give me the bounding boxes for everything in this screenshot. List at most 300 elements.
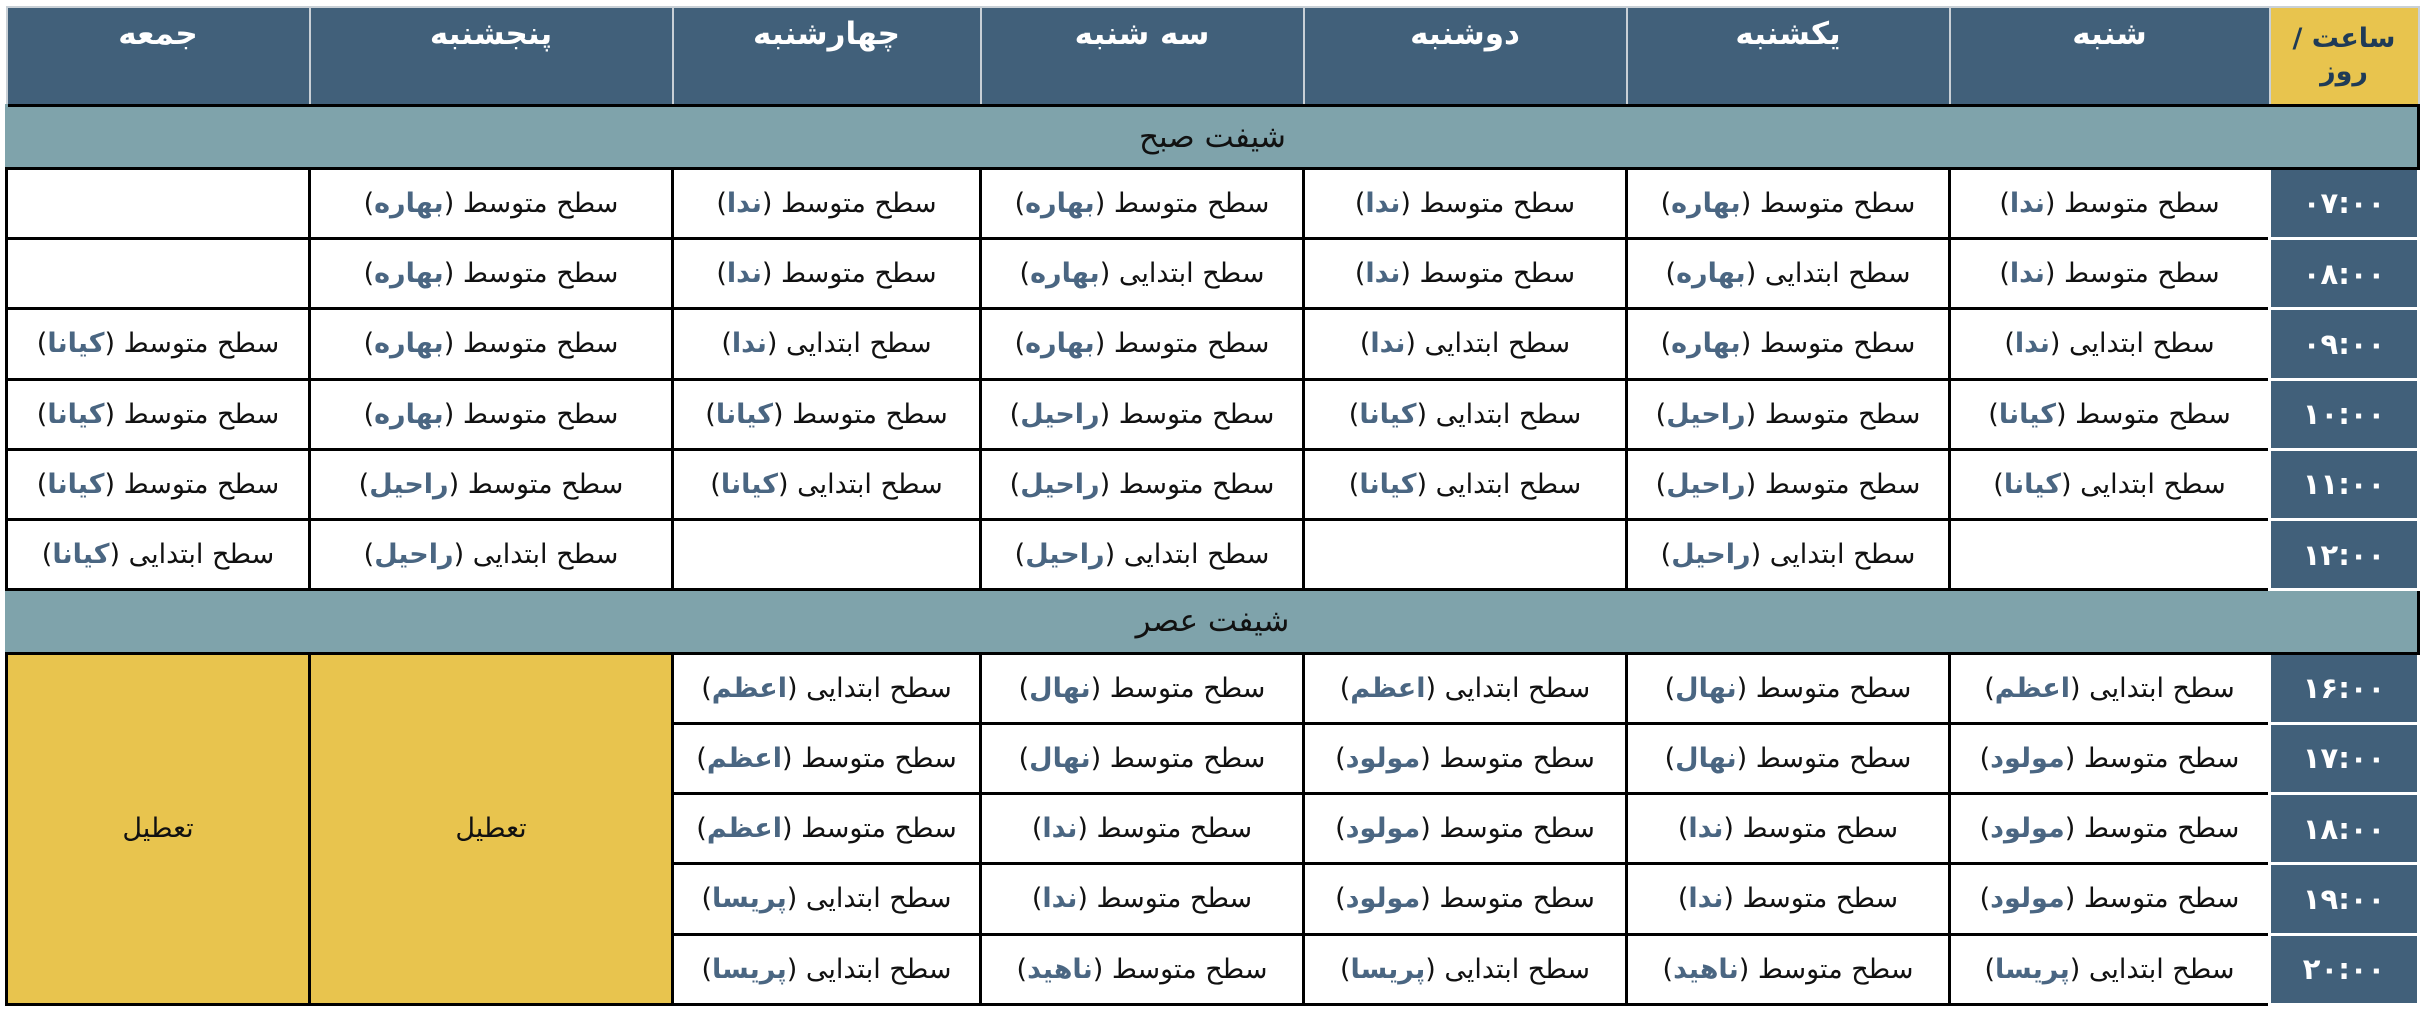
class-level: سطح متوسط xyxy=(462,328,619,360)
paren: ( xyxy=(1740,328,1760,360)
paren: ) xyxy=(363,539,375,571)
day-header-thursday: پنجشنبه xyxy=(310,7,673,105)
time-slot-label: ۱۶:۰۰ xyxy=(2270,653,2419,723)
teacher-name: کیانا xyxy=(47,468,105,500)
class-slot xyxy=(673,449,981,519)
time-slot-label: ۱۸:۰۰ xyxy=(2270,794,2419,864)
class-slot xyxy=(981,723,1304,793)
paren: ) xyxy=(1664,742,1676,774)
paren: ) xyxy=(1018,742,1030,774)
paren: ( xyxy=(782,742,802,774)
day-header-tuesday: سه شنبه xyxy=(981,7,1304,105)
teacher-name: ندا xyxy=(1042,883,1078,915)
teacher-name: ندا xyxy=(1688,883,1724,915)
paren: ( xyxy=(1416,398,1436,430)
teacher-name: کیانا xyxy=(1998,398,2056,430)
paren: ( xyxy=(786,953,806,985)
paren: ) xyxy=(1016,953,1028,985)
class-slot xyxy=(7,309,310,379)
class-level: سطح متوسط xyxy=(1109,742,1266,774)
teacher-name: راحیل xyxy=(1025,539,1105,571)
class-level: سطح ابتدایی xyxy=(1424,328,1571,360)
teacher-name: ندا xyxy=(2014,328,2050,360)
paren: ( xyxy=(2069,672,2090,704)
paren: ( xyxy=(1090,742,1110,774)
class-slot xyxy=(1950,168,2270,238)
class-level: سطح متوسط xyxy=(2083,742,2240,774)
paren: ( xyxy=(104,468,124,500)
paren: ( xyxy=(1745,468,1765,500)
paren: ) xyxy=(696,813,707,845)
paren: ( xyxy=(1425,953,1445,985)
teacher-name: راحیل xyxy=(374,539,454,571)
class-level: سطح متوسط xyxy=(1111,953,1268,985)
class-slot xyxy=(7,379,310,449)
class-level: سطح ابتدایی xyxy=(2069,328,2215,360)
teacher-name: کیانا xyxy=(52,539,110,571)
class-slot xyxy=(673,864,981,934)
corner-header: ساعت / روز xyxy=(2270,7,2419,105)
paren: ) xyxy=(1660,187,1672,219)
class-level: سطح متوسط xyxy=(1755,742,1912,774)
shift-title: شیفت عصر xyxy=(7,590,2419,653)
time-slot-label: ۰۸:۰۰ xyxy=(2270,239,2419,309)
class-level: سطح متوسط xyxy=(781,187,937,219)
table-row xyxy=(7,653,2419,723)
paren: ) xyxy=(1979,742,1991,774)
teacher-name: پریسا xyxy=(712,953,787,985)
teacher-name: بهاره xyxy=(374,328,444,360)
teacher-name: کیانا xyxy=(2003,468,2061,500)
class-level: سطح متوسط xyxy=(1764,468,1921,500)
day-header-monday: دوشنبه xyxy=(1304,7,1627,105)
teacher-name: بهاره xyxy=(1030,258,1100,290)
class-level: سطح متوسط xyxy=(1113,328,1270,360)
time-slot-label: ۰۹:۰۰ xyxy=(2270,309,2419,379)
class-slot xyxy=(673,379,981,449)
paren: ) xyxy=(1018,672,1030,704)
paren: ) xyxy=(1019,258,1031,290)
time-slot-label: ۱۷:۰۰ xyxy=(2270,723,2419,793)
teacher-name: اعظم xyxy=(711,672,787,704)
paren: ) xyxy=(1354,258,1366,290)
teacher-name: بهاره xyxy=(1671,187,1741,219)
teacher-name: کیانا xyxy=(47,328,105,360)
time-slot-label: ۱۹:۰۰ xyxy=(2270,864,2419,934)
paren: ( xyxy=(1738,953,1758,985)
class-slot xyxy=(981,449,1304,519)
paren: ( xyxy=(1077,883,1097,915)
paren: ( xyxy=(104,398,124,430)
day-header-friday: جمعه xyxy=(7,7,310,105)
holiday-cell-thursday: تعطیل xyxy=(310,653,673,1004)
teacher-name: کیانا xyxy=(720,468,778,500)
class-slot xyxy=(310,168,673,238)
paren: ( xyxy=(1420,813,1440,845)
paren: ) xyxy=(363,398,375,430)
class-level: سطح متوسط xyxy=(1759,328,1916,360)
class-level: سطح متوسط xyxy=(2075,398,2231,430)
teacher-name: بهاره xyxy=(374,187,444,219)
paren: ) xyxy=(716,258,727,290)
class-slot xyxy=(1304,794,1627,864)
paren: ( xyxy=(109,539,129,571)
teacher-name: کیانا xyxy=(1359,398,1417,430)
schedule-body xyxy=(7,105,2419,1005)
class-slot xyxy=(1627,723,1950,793)
class-level: سطح ابتدایی xyxy=(805,883,952,915)
class-schedule-table xyxy=(5,6,2420,1006)
paren: ) xyxy=(1354,187,1366,219)
teacher-name: اعظم xyxy=(706,813,782,845)
paren: ) xyxy=(1340,953,1351,985)
class-slot xyxy=(1627,239,1950,309)
time-slot-label: ۰۷:۰۰ xyxy=(2270,168,2419,238)
class-slot xyxy=(673,794,981,864)
paren: ( xyxy=(1420,742,1440,774)
paren: ( xyxy=(1400,258,1420,290)
class-level: سطح ابتدایی xyxy=(805,953,952,985)
class-slot xyxy=(981,168,1304,238)
class-level: سطح متوسط xyxy=(1109,672,1266,704)
table-row xyxy=(7,379,2419,449)
class-slot xyxy=(673,653,981,723)
paren: ( xyxy=(1099,258,1119,290)
class-slot xyxy=(1304,239,1627,309)
class-slot xyxy=(1950,723,2270,793)
table-row xyxy=(7,449,2419,519)
paren: ( xyxy=(453,539,473,571)
class-level: سطح متوسط xyxy=(801,742,957,774)
paren: ( xyxy=(761,187,782,219)
class-level: سطح متوسط xyxy=(1757,953,1914,985)
class-slot xyxy=(1304,653,1627,723)
paren: ) xyxy=(363,258,375,290)
class-level: سطح متوسط xyxy=(1118,398,1275,430)
teacher-name: مولود xyxy=(1990,883,2065,915)
class-slot xyxy=(1627,168,1950,238)
class-level: سطح ابتدایی xyxy=(128,539,275,571)
class-level: سطح متوسط xyxy=(1096,883,1253,915)
paren: ) xyxy=(1664,672,1676,704)
paren: ) xyxy=(1348,468,1360,500)
time-slot-label: ۱۰:۰۰ xyxy=(2270,379,2419,449)
paren: ) xyxy=(1009,468,1021,500)
class-slot xyxy=(981,309,1304,379)
paren: ) xyxy=(1014,539,1026,571)
class-slot xyxy=(1627,864,1950,934)
class-level: سطح ابتدایی xyxy=(1118,258,1265,290)
paren: ) xyxy=(41,539,53,571)
class-level: سطح ابتدایی xyxy=(2080,468,2226,500)
paren: ) xyxy=(1335,742,1346,774)
paren: ( xyxy=(1092,953,1112,985)
class-slot xyxy=(981,794,1304,864)
class-level: سطح متوسط xyxy=(467,468,624,500)
table-row xyxy=(7,309,2419,379)
paren: ) xyxy=(1339,672,1351,704)
class-level: سطح ابتدایی xyxy=(797,468,943,500)
paren: ) xyxy=(36,468,48,500)
class-level: سطح متوسط xyxy=(1742,813,1899,845)
paren: ( xyxy=(443,398,463,430)
paren: ( xyxy=(1405,328,1425,360)
paren: ) xyxy=(1660,539,1672,571)
paren: ) xyxy=(1348,398,1360,430)
paren: ( xyxy=(1745,398,1765,430)
day-header-wednesday: چهارشنبه xyxy=(673,7,981,105)
class-level: سطح متوسط xyxy=(123,328,280,360)
paren: ( xyxy=(1736,742,1756,774)
class-slot xyxy=(981,239,1304,309)
teacher-name: راحیل xyxy=(1666,468,1746,500)
paren: ( xyxy=(2069,953,2089,985)
class-slot xyxy=(981,864,1304,934)
class-slot xyxy=(981,934,1304,1004)
class-level: سطح ابتدایی xyxy=(1444,953,1590,985)
class-slot xyxy=(673,168,981,238)
teacher-name: ندا xyxy=(1365,258,1401,290)
paren: ) xyxy=(701,953,713,985)
class-level: سطح ابتدایی xyxy=(1123,539,1270,571)
class-level: سطح متوسط xyxy=(2064,258,2220,290)
class-slot xyxy=(1304,379,1627,449)
paren: ) xyxy=(1999,187,2010,219)
paren: ) xyxy=(1009,398,1021,430)
teacher-name: ندا xyxy=(2009,187,2045,219)
paren: ( xyxy=(2064,883,2084,915)
class-slot xyxy=(1304,723,1627,793)
class-level: سطح ابتدایی xyxy=(1435,398,1582,430)
paren: ) xyxy=(1655,468,1667,500)
class-level: سطح ابتدایی xyxy=(1444,672,1591,704)
teacher-name: ندا xyxy=(731,328,767,360)
class-slot xyxy=(310,520,673,590)
paren: ( xyxy=(1420,883,1440,915)
class-level: سطح ابتدایی xyxy=(786,328,932,360)
paren: ) xyxy=(1031,883,1043,915)
paren: ) xyxy=(1655,398,1667,430)
class-level: سطح ابتدایی xyxy=(1769,539,1916,571)
paren: ( xyxy=(1750,539,1770,571)
paren: ( xyxy=(443,328,463,360)
teacher-name: کیانا xyxy=(47,398,105,430)
teacher-name: اعظم xyxy=(1994,672,2070,704)
class-slot xyxy=(310,239,673,309)
class-slot xyxy=(1950,379,2270,449)
teacher-name: پریسا xyxy=(1350,953,1426,985)
class-level: سطح متوسط xyxy=(2083,813,2240,845)
teacher-name: ندا xyxy=(1688,813,1724,845)
paren: ) xyxy=(696,742,707,774)
paren: ) xyxy=(1335,883,1346,915)
class-slot xyxy=(673,520,981,590)
teacher-name: ندا xyxy=(1042,813,1078,845)
paren: ( xyxy=(1400,187,1420,219)
paren: ( xyxy=(786,672,807,704)
class-level: سطح متوسط xyxy=(792,398,948,430)
teacher-name: بهاره xyxy=(1676,258,1746,290)
paren: ( xyxy=(782,813,802,845)
teacher-name: راحیل xyxy=(1020,398,1100,430)
paren: ( xyxy=(1736,672,1756,704)
paren: ) xyxy=(1979,883,1991,915)
class-level: سطح متوسط xyxy=(1755,672,1912,704)
class-level: سطح متوسط xyxy=(1759,187,1916,219)
paren: ( xyxy=(1094,328,1114,360)
teacher-name: مولود xyxy=(1345,813,1421,845)
class-level: سطح متوسط xyxy=(1439,813,1595,845)
class-level: سطح متوسط xyxy=(1096,813,1253,845)
class-slot xyxy=(673,239,981,309)
teacher-name: مولود xyxy=(1990,813,2065,845)
teacher-name: بهاره xyxy=(1671,328,1741,360)
class-slot xyxy=(673,309,981,379)
paren: ( xyxy=(1099,468,1119,500)
class-slot xyxy=(1950,239,2270,309)
class-slot xyxy=(310,449,673,519)
paren: ( xyxy=(443,258,463,290)
teacher-name: بهاره xyxy=(374,398,444,430)
table-row xyxy=(7,168,2419,238)
shift-title: شیفت صبح xyxy=(7,105,2419,168)
teacher-name: پریسا xyxy=(712,883,787,915)
paren: ) xyxy=(721,328,732,360)
paren: ( xyxy=(2064,813,2084,845)
paren: ( xyxy=(443,187,463,219)
paren: ( xyxy=(1094,187,1114,219)
class-slot xyxy=(1950,449,2270,519)
class-slot xyxy=(7,449,310,519)
class-level: سطح متوسط xyxy=(1439,883,1595,915)
morning-shift-row xyxy=(7,105,2419,168)
paren: ) xyxy=(705,398,716,430)
teacher-name: بهاره xyxy=(1025,328,1095,360)
paren: ) xyxy=(363,328,375,360)
teacher-name: ناهید xyxy=(1027,953,1093,985)
teacher-name: اعظم xyxy=(706,742,782,774)
class-level: سطح ابتدایی xyxy=(806,672,952,704)
class-slot xyxy=(981,379,1304,449)
paren: ( xyxy=(1104,539,1124,571)
class-level: سطح ابتدایی xyxy=(2088,953,2235,985)
paren: ) xyxy=(710,468,721,500)
teacher-name: ندا xyxy=(726,258,762,290)
class-slot xyxy=(1304,934,1627,1004)
paren: ( xyxy=(786,883,806,915)
teacher-name: کیانا xyxy=(1359,468,1417,500)
paren: ) xyxy=(701,883,713,915)
paren: ( xyxy=(1745,258,1765,290)
class-level: سطح متوسط xyxy=(2083,883,2240,915)
paren: ) xyxy=(358,468,370,500)
class-level: سطح متوسط xyxy=(123,468,280,500)
teacher-name: نهال xyxy=(1029,742,1091,774)
class-slot xyxy=(1950,309,2270,379)
paren: ) xyxy=(1984,672,1995,704)
paren: ) xyxy=(1031,813,1043,845)
teacher-name: راحیل xyxy=(1020,468,1100,500)
header-row xyxy=(7,7,2419,105)
class-slot xyxy=(1950,653,2270,723)
class-slot xyxy=(310,379,673,449)
table-row xyxy=(7,520,2419,590)
teacher-name: اعظم xyxy=(1350,672,1426,704)
class-slot xyxy=(1627,934,1950,1004)
paren: ( xyxy=(777,468,798,500)
teacher-name: راحیل xyxy=(369,468,449,500)
paren: ) xyxy=(1662,953,1674,985)
paren: ) xyxy=(1988,398,1999,430)
paren: ( xyxy=(1099,398,1119,430)
paren: ) xyxy=(2004,328,2015,360)
paren: ( xyxy=(766,328,787,360)
class-level: سطح متوسط xyxy=(1113,187,1270,219)
paren: ( xyxy=(1077,813,1097,845)
paren: ( xyxy=(104,328,124,360)
teacher-name: مولود xyxy=(1345,742,1421,774)
paren: ) xyxy=(701,672,712,704)
time-slot-label: ۱۲:۰۰ xyxy=(2270,520,2419,590)
class-slot xyxy=(1304,449,1627,519)
class-slot xyxy=(1627,309,1950,379)
class-slot xyxy=(1304,168,1627,238)
paren: ( xyxy=(2044,187,2065,219)
paren: ) xyxy=(1979,813,1991,845)
paren: ) xyxy=(1014,187,1026,219)
class-level: سطح ابتدایی xyxy=(1435,468,1582,500)
class-level: سطح متوسط xyxy=(123,398,280,430)
class-slot xyxy=(981,653,1304,723)
teacher-name: ندا xyxy=(1370,328,1406,360)
class-slot xyxy=(1304,520,1627,590)
paren: ( xyxy=(1416,468,1436,500)
class-level: سطح متوسط xyxy=(801,813,957,845)
class-level: سطح ابتدایی xyxy=(472,539,619,571)
class-slot xyxy=(1304,309,1627,379)
teacher-name: بهاره xyxy=(1025,187,1095,219)
paren: ) xyxy=(1660,328,1672,360)
paren: ) xyxy=(1993,468,2004,500)
class-level: سطح متوسط xyxy=(1118,468,1275,500)
paren: ) xyxy=(1665,258,1677,290)
teacher-name: مولود xyxy=(1345,883,1421,915)
class-level: سطح متوسط xyxy=(462,258,619,290)
class-slot xyxy=(1627,449,1950,519)
paren: ) xyxy=(716,187,727,219)
paren: ( xyxy=(2049,328,2070,360)
teacher-name: ندا xyxy=(726,187,762,219)
class-slot xyxy=(1627,520,1950,590)
paren: ( xyxy=(2055,398,2076,430)
class-level: سطح متوسط xyxy=(462,187,619,219)
class-slot xyxy=(1627,379,1950,449)
class-slot xyxy=(1950,864,2270,934)
paren: ) xyxy=(1999,258,2010,290)
table-row xyxy=(7,239,2419,309)
paren: ( xyxy=(2064,742,2084,774)
teacher-name: کیانا xyxy=(715,398,773,430)
paren: ( xyxy=(1723,813,1743,845)
class-slot xyxy=(7,520,310,590)
class-slot xyxy=(7,239,310,309)
paren: ) xyxy=(36,398,48,430)
class-level: سطح متوسط xyxy=(1419,187,1576,219)
paren: ( xyxy=(1425,672,1445,704)
paren: ) xyxy=(1984,953,1996,985)
teacher-name: نهال xyxy=(1675,672,1737,704)
paren: ( xyxy=(1740,187,1760,219)
